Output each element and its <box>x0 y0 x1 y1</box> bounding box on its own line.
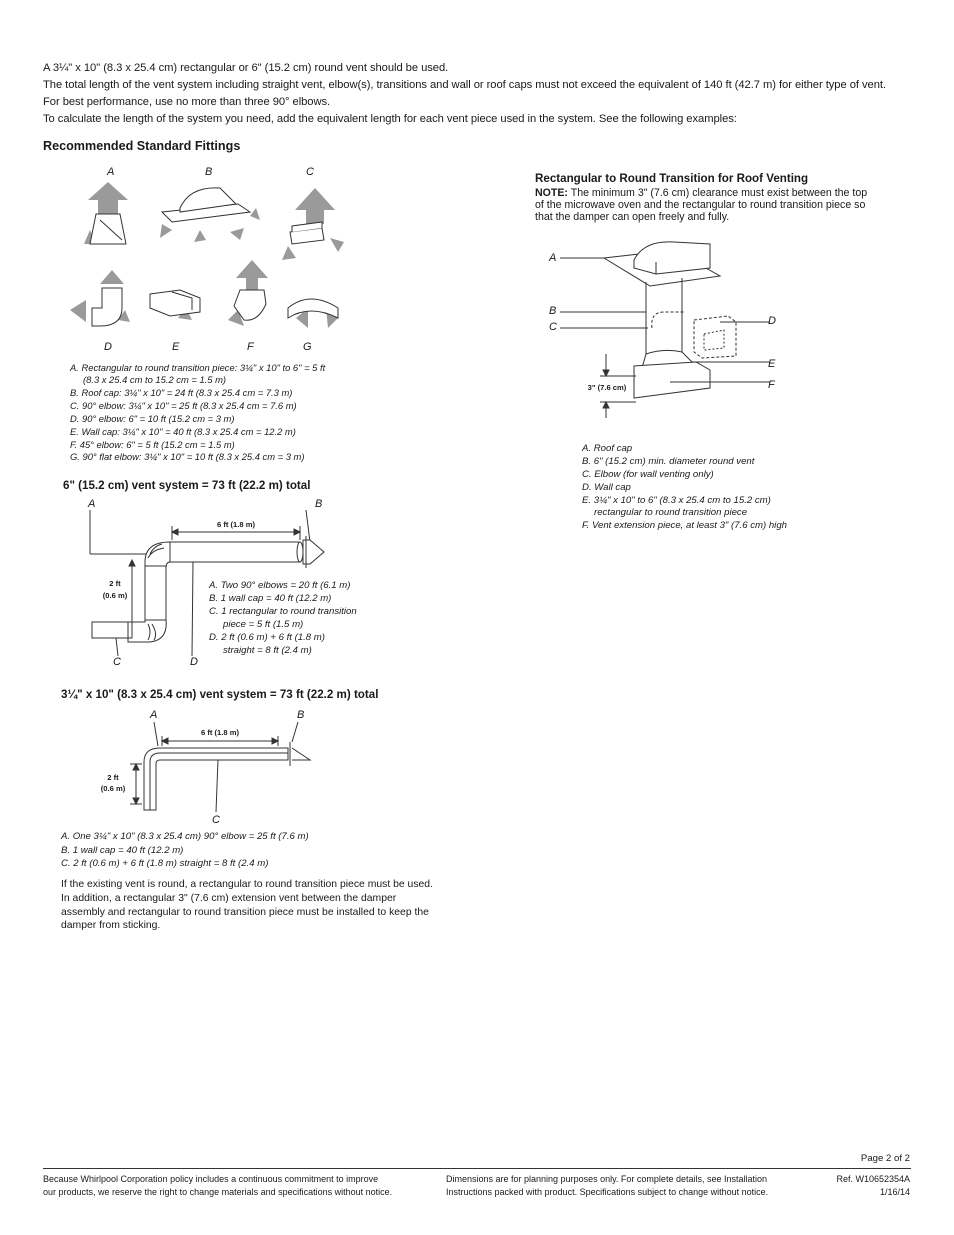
round-letter-d: D <box>190 656 198 668</box>
footer-ref: Ref. W10652354A <box>836 1174 910 1184</box>
footer-middle-line-2: Instructions packed with product. Specifications subject to change without notice. <box>446 1186 769 1197</box>
fitting-letter-b: B <box>205 166 213 178</box>
roof-letter-c: C <box>549 321 557 333</box>
footer-right <box>836 1173 910 1198</box>
fittings-legend-a: A. Rectangular to round transition piece: 3¼" x 10" to 6" = 5 ft <box>70 362 326 373</box>
footer-left-line-1: Because Whirlpool Corporation policy includes a continuous commitment to improve <box>43 1174 379 1184</box>
roof-letter-d: D <box>768 315 776 327</box>
rect-dim-vertical-2: (0.6 m) <box>100 784 126 793</box>
round-system-heading: 6" (15.2 cm) vent system = 73 ft (22.2 m) total <box>63 479 311 492</box>
fittings-legend-f: F. 45° elbow: 6" = 5 ft (15.2 cm = 1.5 m) <box>70 438 235 450</box>
rect-dim-horizontal: 6 ft (1.8 m) <box>201 728 239 737</box>
round-dim-vertical-2: (0.6 m) <box>102 591 128 600</box>
round-letter-a: A <box>88 498 96 510</box>
fitting-letter-a: A <box>107 166 115 178</box>
footer-middle-line-1: Dimensions are for planning purposes only. For complete details, see Installation <box>446 1174 768 1184</box>
roof-letter-a: A <box>549 252 557 264</box>
roof-transition-note-label: NOTE: <box>535 187 568 199</box>
roof-clearance-label: 3" (7.6 cm) <box>587 383 627 392</box>
closing-paragraph: If the existing vent is round, a rectangular to round transition piece must be used. In addition, a rectangular 3" (7.6 cm) extension vent between the damper assembly and rectangular to round transition piece must be installed to keep the damper from sticking. <box>61 879 433 932</box>
round-system-legend <box>209 580 357 657</box>
fittings-illustration <box>60 180 360 340</box>
round-legend-b: B. 1 wall cap = 40 ft (12.2 m) <box>209 592 332 604</box>
roof-legend-a: A. Roof cap <box>582 443 633 454</box>
rect-dim-vertical-1: 2 ft <box>107 773 119 782</box>
fitting-letter-f: F <box>247 341 254 353</box>
fittings-legend-g: G. 90° flat elbow: 3¼" x 10" = 10 ft (8.3 x 25.4 cm = 3 m) <box>70 451 305 463</box>
roof-legend-e-sub: rectangular to round transition piece <box>594 506 748 518</box>
fitting-letter-c: C <box>306 166 314 178</box>
roof-legend-e: E. 3¼" x 10" to 6" (8.3 x 25.4 cm to 15.2 cm) <box>582 494 771 506</box>
intro-line-3: For best performance, use no more than three 90° elbows. <box>43 96 331 108</box>
intro-line-2: The total length of the vent system including straight vent, elbow(s), transitions and wall or roof caps must not exceed the equivalent of 140 ft (42.7 m) for either type of vent. <box>43 79 886 91</box>
fittings-legend-b: B. Roof cap: 3¼" x 10" = 24 ft (8.3 x 25.4 cm = 7.3 m) <box>70 386 293 398</box>
roof-legend-d: D. Wall cap <box>582 481 631 493</box>
rect-system-legend <box>61 830 309 871</box>
rect-system-heading: 3¼" x 10" (8.3 x 25.4 cm) vent system = 73 ft (22.2 m) total <box>61 688 379 701</box>
roof-legend-f: F. Vent extension piece, at least 3" (7.6 cm) high <box>582 519 787 531</box>
fittings-legend <box>70 362 325 464</box>
round-legend-d: D. 2 ft (0.6 m) + 6 ft (1.8 m) <box>209 631 325 643</box>
roof-transition-note <box>535 187 875 224</box>
roof-transition-diagram <box>560 238 780 418</box>
roof-transition-legend <box>582 443 787 532</box>
round-letter-c: C <box>113 656 121 668</box>
rect-letter-b: B <box>297 709 305 721</box>
fitting-letter-g: G <box>303 341 312 353</box>
round-dim-horizontal: 6 ft (1.8 m) <box>217 520 255 529</box>
footer-middle <box>446 1173 768 1198</box>
round-legend-c-sub: piece = 5 ft (1.5 m) <box>223 618 304 630</box>
roof-letter-f: F <box>768 379 775 391</box>
roof-letter-e: E <box>768 358 776 370</box>
intro-line-1: A 3¼" x 10" (8.3 x 25.4 cm) rectangular or 6" (15.2 cm) round vent should be used. <box>43 62 449 74</box>
footer-date: 1/16/14 <box>879 1186 910 1197</box>
roof-letter-b: B <box>549 305 557 317</box>
roof-legend-c: C. Elbow (for wall venting only) <box>582 468 714 480</box>
rect-legend-b: B. 1 wall cap = 40 ft (12.2 m) <box>61 844 184 856</box>
fittings-legend-c: C. 90° elbow: 3¼" x 10" = 25 ft (8.3 x 25.4 cm = 7.6 m) <box>70 399 297 411</box>
round-legend-a: A. Two 90° elbows = 20 ft (6.1 m) <box>209 580 351 591</box>
fittings-legend-e: E. Wall cap: 3¼" x 10" = 40 ft (8.3 x 25.4 cm = 12.2 m) <box>70 425 296 437</box>
roof-legend-b: B. 6" (15.2 cm) min. diameter round vent <box>582 455 755 467</box>
rect-legend-a: A. One 3¼" x 10" (8.3 x 25.4 cm) 90° elbow = 25 ft (7.6 m) <box>61 831 309 842</box>
fittings-legend-d: D. 90° elbow: 6" = 10 ft (15.2 cm = 3 m) <box>70 412 235 424</box>
round-legend-d-sub: straight = 8 ft (2.4 m) <box>223 644 312 656</box>
rect-letter-c: C <box>212 814 220 826</box>
intro-line-4: To calculate the length of the system you need, add the equivalent length for each vent piece used in the system. See the following examples: <box>43 113 737 125</box>
footer-left-line-2: our products, we reserve the right to change materials and specifications without notice. <box>43 1186 393 1197</box>
roof-transition-heading: Rectangular to Round Transition for Roof Venting <box>535 172 809 185</box>
rect-system-diagram <box>120 722 320 822</box>
footer-left <box>43 1173 392 1198</box>
intro-text <box>43 60 923 128</box>
fittings-heading: Recommended Standard Fittings <box>43 139 241 153</box>
roof-transition-note-text: The minimum 3" (7.6 cm) clearance must exist between the top of the microwave oven and the rectangular to round transition piece so that the damper can open freely and fully. <box>535 187 868 224</box>
rect-letter-a: A <box>150 709 158 721</box>
page-number: Page 2 of 2 <box>860 1153 910 1164</box>
fittings-legend-a-sub: (8.3 x 25.4 cm to 15.2 cm = 1.5 m) <box>83 373 227 385</box>
round-dim-vertical-1: 2 ft <box>109 579 121 588</box>
round-letter-b: B <box>315 498 323 510</box>
round-legend-c: C. 1 rectangular to round transition <box>209 605 357 617</box>
fitting-letter-d: D <box>104 341 112 353</box>
rect-legend-c: C. 2 ft (0.6 m) + 6 ft (1.8 m) straight = 8 ft (2.4 m) <box>61 858 269 870</box>
footer-rule <box>43 1168 911 1169</box>
fitting-letter-e: E <box>172 341 180 353</box>
